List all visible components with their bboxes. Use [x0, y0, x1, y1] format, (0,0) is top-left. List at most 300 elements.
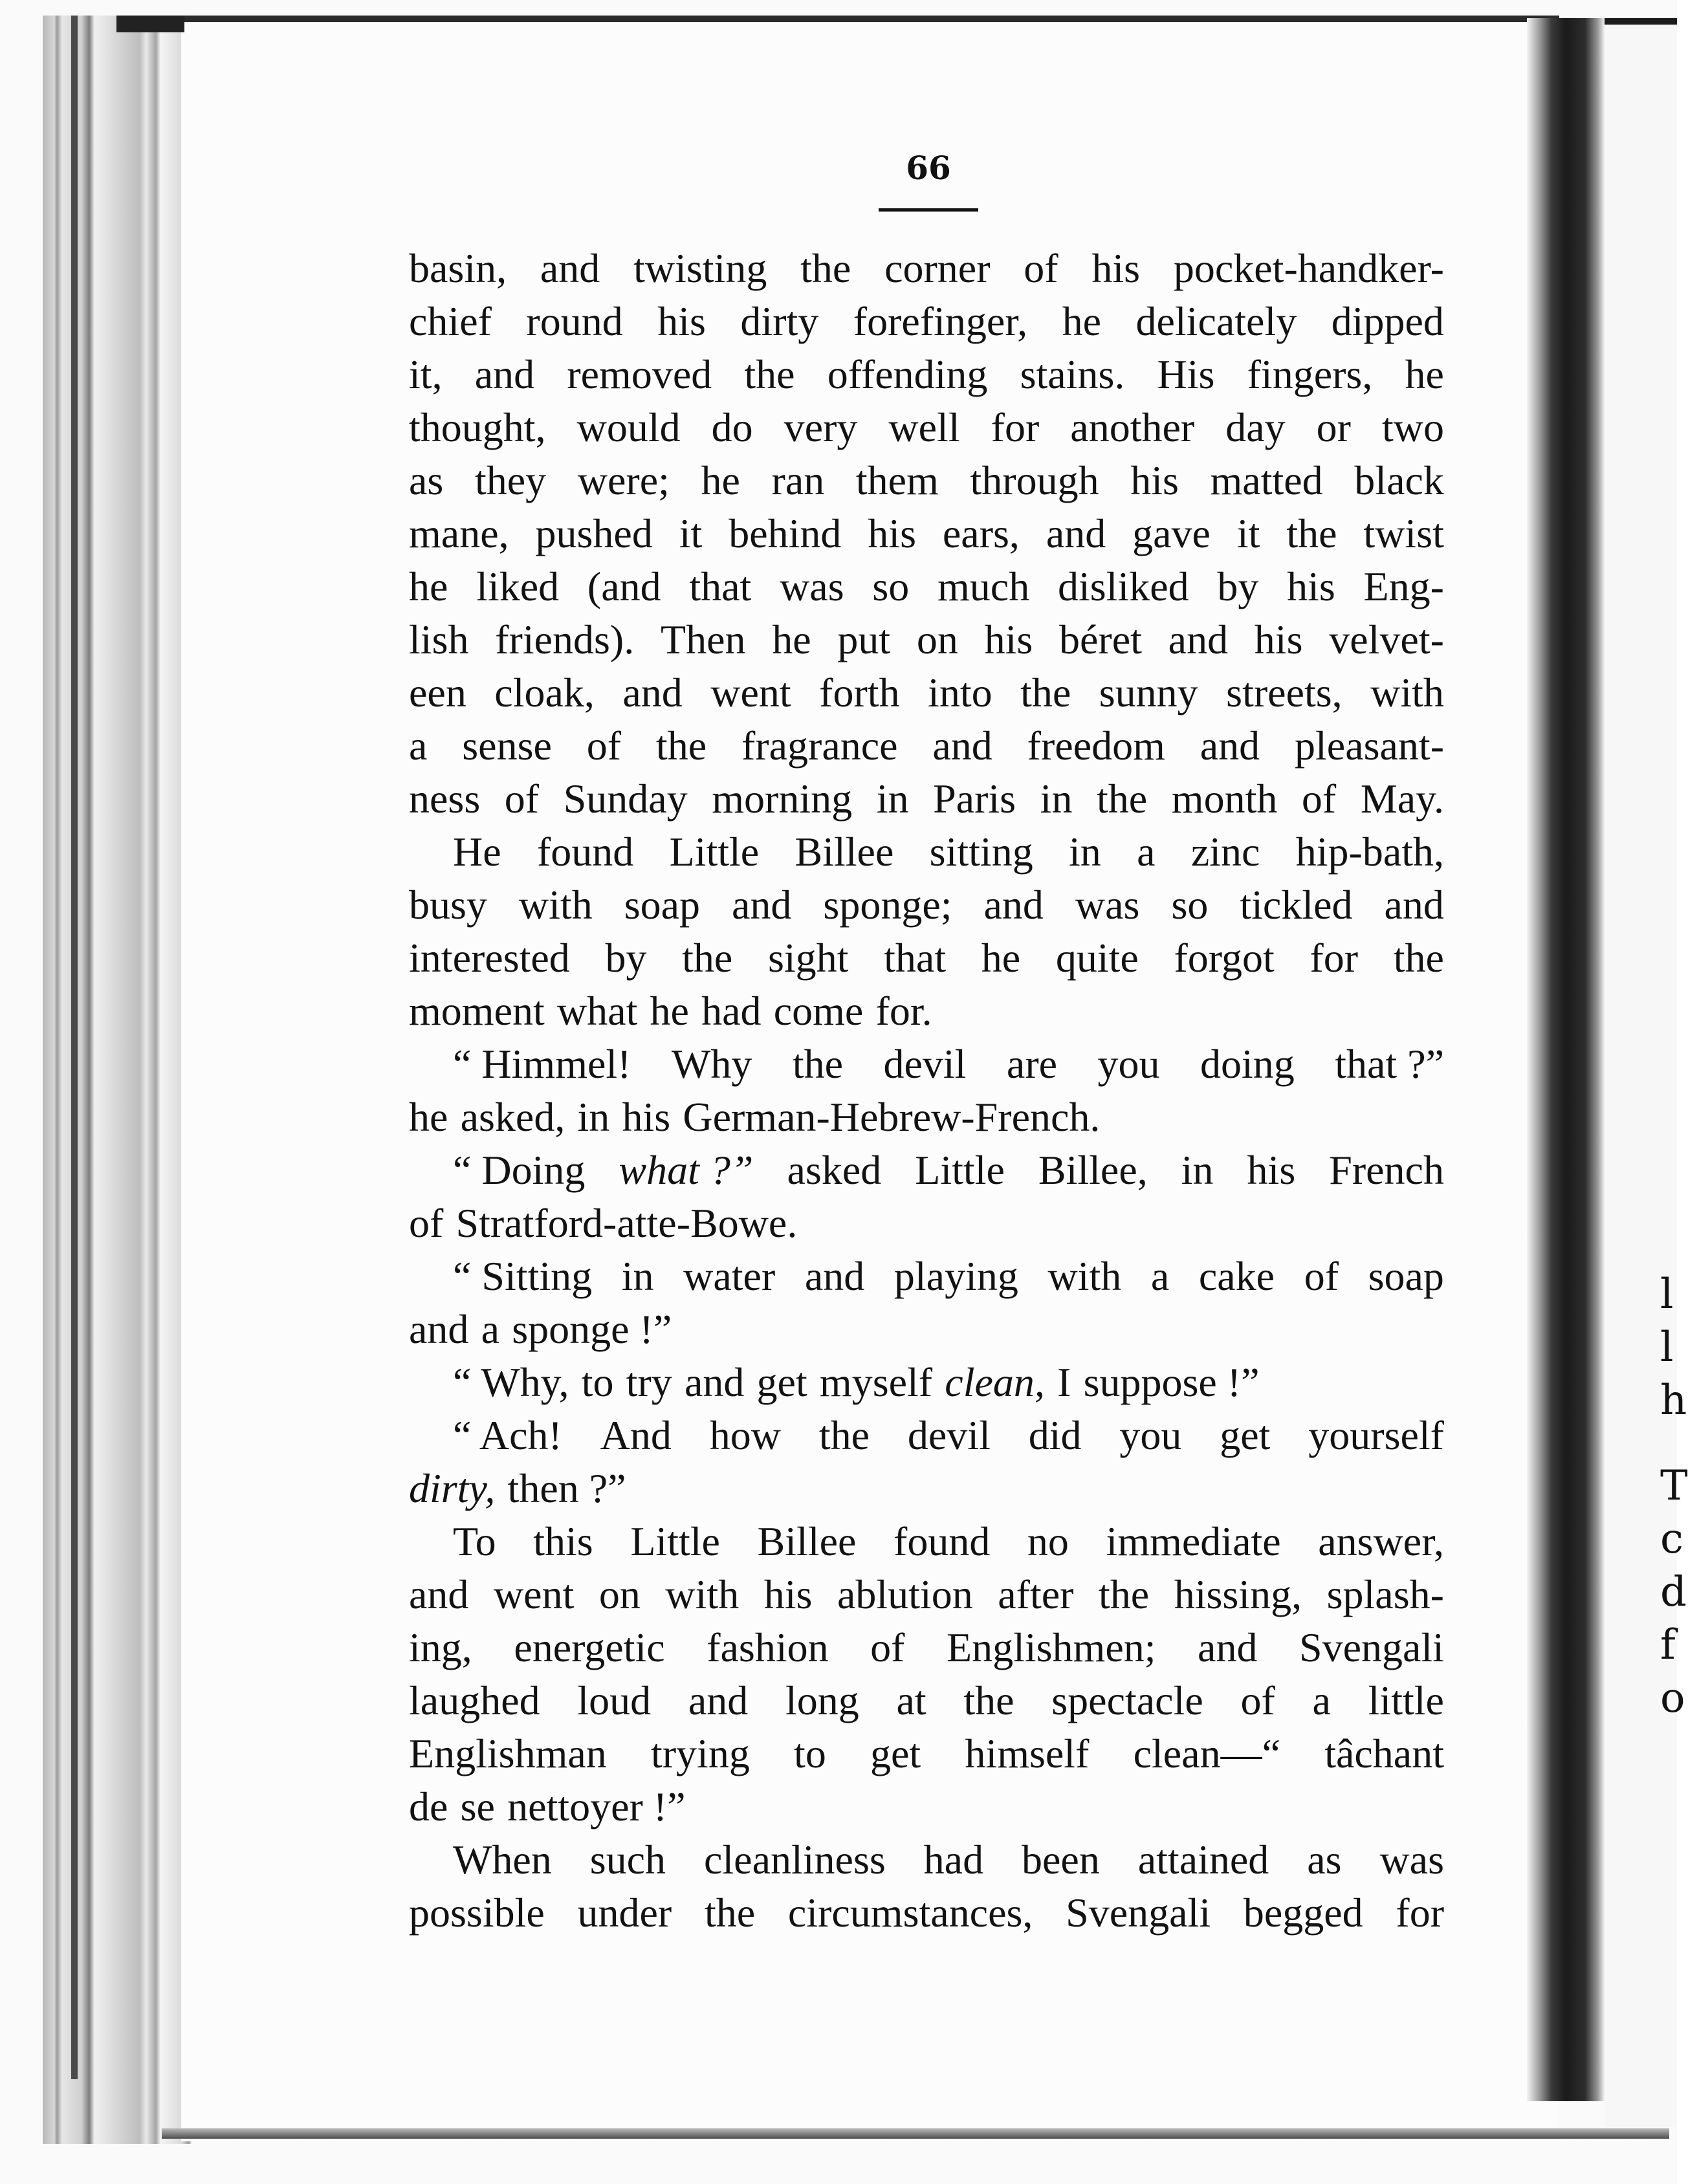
word: come [773, 988, 864, 1034]
word: the [1097, 776, 1148, 822]
word: his [657, 298, 706, 344]
word: found [536, 829, 634, 875]
word: do [711, 404, 753, 450]
word: day [1225, 404, 1286, 450]
text-line [409, 1197, 1444, 1250]
word: of [1304, 1253, 1339, 1299]
book-page-edges [43, 16, 192, 2144]
word: gave [1132, 510, 1211, 556]
word: fashion [707, 1624, 829, 1670]
word: with [1370, 670, 1444, 715]
word: and [409, 1306, 469, 1352]
word: forefinger, [853, 298, 1028, 344]
word: it, [409, 351, 443, 397]
word: on [916, 617, 958, 662]
word: tâchant [1324, 1731, 1444, 1776]
word: for [991, 404, 1040, 450]
word: how [709, 1412, 781, 1458]
word: tickled [1240, 882, 1353, 928]
facing-page-edge [1605, 18, 1677, 25]
text-line [409, 719, 1444, 772]
word: by [605, 935, 647, 981]
word: “ Doing [453, 1147, 586, 1193]
word: Svengali [1066, 1890, 1211, 1936]
word: was [1075, 882, 1140, 928]
word: the [655, 723, 707, 769]
book-cover-edge [71, 16, 78, 2079]
word: the [800, 245, 851, 291]
word: of [870, 1624, 905, 1670]
word: round [526, 298, 623, 344]
word: the [792, 1041, 843, 1087]
word: through [970, 457, 1099, 503]
word: ran [771, 457, 825, 503]
text-line [409, 454, 1444, 507]
word: Billee [795, 829, 894, 875]
word: splash- [1326, 1571, 1444, 1617]
word: for [1396, 1890, 1444, 1936]
word: basin, [409, 245, 507, 291]
word: a [1312, 1677, 1331, 1723]
word: of [409, 1200, 444, 1246]
text-line [409, 1356, 1444, 1409]
word: Sunday [563, 776, 688, 822]
word: he [409, 1094, 448, 1140]
word: get [870, 1731, 921, 1776]
word: freedom [1027, 723, 1165, 769]
word: you [1097, 1041, 1160, 1087]
text-line [409, 1833, 1444, 1886]
word: ness [409, 776, 481, 822]
word: asked, [460, 1094, 565, 1140]
word: se [460, 1784, 495, 1829]
word: are [1006, 1041, 1058, 1087]
text-line [409, 348, 1444, 401]
word: his [1247, 1147, 1296, 1193]
word: When [453, 1837, 552, 1883]
word: he [1062, 298, 1101, 344]
word: he [409, 563, 448, 609]
text-line [409, 1568, 1444, 1621]
word: playing [893, 1253, 1018, 1299]
word: well [888, 404, 960, 450]
word: of [1024, 245, 1058, 291]
word: trying [650, 1731, 750, 1776]
word: sense [462, 723, 552, 769]
word: of [504, 776, 540, 822]
text-line [409, 825, 1444, 879]
word: were; [577, 457, 670, 503]
word: in [1181, 1147, 1214, 1193]
text-line [409, 1727, 1444, 1780]
word: removed [567, 351, 712, 397]
word: a [409, 723, 428, 769]
word: liked [476, 563, 560, 609]
word: immediate [1106, 1518, 1281, 1564]
word: May. [1360, 776, 1444, 822]
facing-page [1605, 18, 1688, 2127]
word: yourself [1308, 1412, 1444, 1458]
text-line [409, 1621, 1444, 1674]
word: morning [712, 776, 853, 822]
word: of [1240, 1677, 1275, 1723]
word: the [1393, 935, 1444, 981]
word: found [893, 1518, 991, 1564]
word: no [1027, 1518, 1069, 1564]
word: the [963, 1677, 1014, 1723]
word: dirty [740, 298, 819, 344]
word: the [818, 1412, 870, 1458]
word: behind [729, 510, 842, 556]
facing-page-letter: c [1660, 1515, 1683, 1563]
word: so [872, 563, 910, 609]
word: a [1150, 1253, 1170, 1299]
word: in [577, 1094, 610, 1140]
word: forth [819, 670, 900, 715]
word: chief [409, 298, 492, 344]
word: stains. [1020, 351, 1125, 397]
facing-page-text-fragment [1660, 1268, 1688, 1725]
word: “ Why, [453, 1359, 569, 1405]
word: on [598, 1571, 641, 1617]
text-line [409, 613, 1444, 666]
word: soap [1368, 1253, 1444, 1299]
word: he [650, 988, 689, 1034]
word: would [576, 404, 681, 450]
word: and [409, 1571, 469, 1617]
word: little [1368, 1677, 1444, 1723]
word: his [1130, 457, 1179, 503]
word: and [1200, 723, 1260, 769]
word: myself [819, 1359, 933, 1405]
word: long [785, 1677, 859, 1723]
word: begged [1243, 1890, 1363, 1936]
word: dirty, [409, 1465, 496, 1511]
word: he [701, 457, 740, 503]
word: under [577, 1890, 672, 1936]
word: To [453, 1518, 496, 1564]
word: clean, [945, 1359, 1045, 1405]
word: what [556, 988, 638, 1034]
word: ears, [942, 510, 1020, 556]
word: had [701, 988, 762, 1034]
word: after [998, 1571, 1074, 1617]
word: pocket-handker- [1173, 245, 1444, 291]
text-line [409, 1250, 1444, 1303]
word: that [689, 563, 752, 609]
text-line [409, 1515, 1444, 1568]
word: and [732, 882, 792, 928]
word: twist [1363, 510, 1444, 556]
facing-page-letter: d [1660, 1568, 1687, 1616]
text-line [409, 932, 1444, 985]
word: energetic [514, 1624, 665, 1670]
word: pleasant- [1295, 723, 1444, 769]
word: I [1057, 1359, 1071, 1405]
page-number-rule [879, 208, 978, 212]
word: he [772, 617, 811, 662]
word: asked [787, 1147, 882, 1193]
word: fingers, [1247, 351, 1373, 397]
word: another [1070, 404, 1195, 450]
word: loud [577, 1677, 652, 1723]
facing-page-letter: h [1660, 1377, 1687, 1425]
word: velvet- [1329, 617, 1444, 662]
word: “ Sitting [453, 1253, 593, 1299]
word: such [589, 1837, 666, 1883]
word: and [540, 245, 600, 291]
word: French [1329, 1147, 1444, 1193]
word: for [1310, 935, 1359, 981]
word: offending [827, 351, 988, 397]
facing-page-letter: T [1660, 1462, 1688, 1510]
word: to [794, 1731, 826, 1776]
word: laughed [409, 1677, 540, 1723]
word: streets, [1226, 670, 1343, 715]
book-gutter [1527, 18, 1605, 2101]
word: water [683, 1253, 776, 1299]
text-line [409, 1144, 1444, 1197]
word: clean—“ [1133, 1731, 1280, 1776]
word: the [1098, 1571, 1150, 1617]
word: was [1379, 1837, 1444, 1883]
word: Svengali [1299, 1624, 1444, 1670]
word: béret [1059, 617, 1142, 662]
word: sight [767, 935, 849, 981]
word: his [1287, 563, 1335, 609]
page-top-edge [116, 16, 1559, 22]
text-line [409, 507, 1444, 560]
word: this [533, 1518, 593, 1564]
word: with [518, 882, 593, 928]
word: as [409, 457, 444, 503]
word: and [688, 1677, 749, 1723]
word: and [932, 723, 992, 769]
word: Englishman [409, 1731, 607, 1776]
word: much [937, 563, 1030, 609]
word: and [622, 670, 683, 715]
word: dipped [1331, 298, 1444, 344]
word: you [1119, 1412, 1182, 1458]
word: his [622, 1094, 671, 1140]
text-line [409, 666, 1444, 719]
word: Little [669, 829, 760, 875]
word: possible [409, 1890, 545, 1936]
word: doing [1200, 1041, 1295, 1087]
word: matted [1210, 457, 1323, 503]
word: Little [915, 1147, 1005, 1193]
word: he [1405, 351, 1444, 397]
word: interested [409, 935, 570, 981]
text-line [409, 560, 1444, 613]
word: attained [1137, 1837, 1269, 1883]
word: it [1236, 510, 1260, 556]
word: Why [671, 1041, 752, 1087]
word: into [928, 670, 992, 715]
word: a [481, 1306, 499, 1352]
word: soap [624, 882, 700, 928]
text-line [409, 772, 1444, 825]
word: “ Ach! [453, 1412, 562, 1458]
page-top-tab [116, 16, 184, 32]
word: and [1168, 617, 1229, 662]
word: by [1217, 563, 1259, 609]
word: thought, [409, 404, 546, 450]
word: He [453, 829, 501, 875]
word: sitting [929, 829, 1033, 875]
word: suppose !” [1083, 1359, 1260, 1405]
text-line [409, 242, 1444, 295]
word: fragrance [741, 723, 898, 769]
word: or [1316, 404, 1351, 450]
word: een [409, 670, 466, 715]
word: spectacle [1051, 1677, 1203, 1723]
text-line [409, 1674, 1444, 1727]
word: Stratford-atte-Bowe. [455, 1200, 798, 1246]
word: forgot [1174, 935, 1275, 981]
text-line [409, 985, 1444, 1038]
word: very [784, 404, 858, 450]
word: Billee, [1038, 1147, 1148, 1193]
word: Billee [757, 1518, 857, 1564]
text-line [409, 1409, 1444, 1462]
word: quite [1055, 935, 1139, 981]
word: devil [883, 1041, 967, 1087]
word: mane, [409, 510, 509, 556]
word: cloak, [494, 670, 595, 715]
word: his [1254, 617, 1303, 662]
word: devil [907, 1412, 991, 1458]
word: the [744, 351, 795, 397]
word: answer, [1318, 1518, 1444, 1564]
word: his [868, 510, 916, 556]
facing-page-letter: l [1660, 1271, 1674, 1318]
word: was [780, 563, 844, 609]
text-line [409, 1780, 1444, 1833]
word: his [984, 617, 1033, 662]
word: lish [409, 617, 469, 662]
word: had [923, 1837, 984, 1883]
text-line [409, 879, 1444, 932]
word: with [665, 1571, 740, 1617]
word: at [896, 1677, 926, 1723]
word: Paris [933, 776, 1016, 822]
word: them [855, 457, 939, 503]
word: his [1091, 245, 1141, 291]
word: zinc [1190, 829, 1260, 875]
word: ing, [409, 1624, 472, 1670]
word: and [804, 1253, 865, 1299]
word: in [1040, 776, 1073, 822]
word: delicately [1135, 298, 1297, 344]
word: nettoyer !” [507, 1784, 686, 1829]
page-bottom-edge [162, 2128, 1669, 2139]
word: get [1220, 1412, 1271, 1458]
word: it [679, 510, 703, 556]
word: the [1020, 670, 1071, 715]
word: twisting [633, 245, 767, 291]
word: the [1286, 510, 1337, 556]
word: for. [875, 988, 932, 1034]
word: to [581, 1359, 614, 1405]
word: black [1354, 457, 1444, 503]
word: in [621, 1253, 654, 1299]
word: himself [965, 1731, 1090, 1776]
word: went [710, 670, 791, 715]
word: circumstances, [787, 1890, 1033, 1936]
word: sunny [1099, 670, 1198, 715]
page-number: 66 [906, 149, 951, 187]
word: cake [1198, 1253, 1275, 1299]
word: and [1384, 882, 1444, 928]
word: (and [587, 563, 661, 609]
word: month [1171, 776, 1278, 822]
word: been [1022, 1837, 1100, 1883]
word: in [1069, 829, 1101, 875]
word: so [1171, 882, 1209, 928]
word: the [704, 1890, 756, 1936]
word: Englishmen; [946, 1624, 1156, 1670]
word: hissing, [1174, 1571, 1302, 1617]
word: cleanliness [703, 1837, 886, 1883]
text-line [409, 1886, 1444, 1939]
word: Little [630, 1518, 720, 1564]
word: His [1157, 351, 1215, 397]
facing-page-letter: l [1660, 1324, 1674, 1371]
word: his [763, 1571, 813, 1617]
word: that [884, 935, 947, 981]
word: then ?” [507, 1465, 626, 1511]
text-line [409, 1303, 1444, 1356]
word: friends). [495, 617, 635, 662]
word: and [1198, 1624, 1258, 1670]
word: and [684, 1359, 745, 1405]
word: Eng- [1363, 563, 1444, 609]
word: a [1137, 829, 1156, 875]
word: went [493, 1571, 575, 1617]
word: and [1046, 510, 1106, 556]
word: German-Hebrew-French. [683, 1094, 1101, 1140]
word: as [1307, 1837, 1342, 1883]
facing-page-letter: o [1660, 1674, 1685, 1722]
word: of [1301, 776, 1337, 822]
word: put [837, 617, 891, 662]
text-line [409, 1038, 1444, 1091]
word: “ Himmel! [453, 1041, 631, 1087]
word: pushed [535, 510, 653, 556]
word: moment [409, 988, 545, 1034]
word: corner [884, 245, 991, 291]
text-line [409, 1462, 1444, 1515]
body-text [409, 242, 1444, 1939]
word: what ?” [619, 1147, 754, 1193]
facing-page-letter: f [1660, 1621, 1676, 1669]
word: ablution [837, 1571, 973, 1617]
word: of [586, 723, 622, 769]
word: and [474, 351, 535, 397]
word: he [981, 935, 1021, 981]
word: and [983, 882, 1044, 928]
word: sponge !” [512, 1306, 672, 1352]
word: And [600, 1412, 672, 1458]
word: de [409, 1784, 448, 1829]
word: two [1382, 404, 1444, 450]
word: did [1028, 1412, 1082, 1458]
text-line [409, 295, 1444, 348]
text-line [409, 1091, 1444, 1144]
word: get [756, 1359, 807, 1405]
word: try [626, 1359, 672, 1405]
